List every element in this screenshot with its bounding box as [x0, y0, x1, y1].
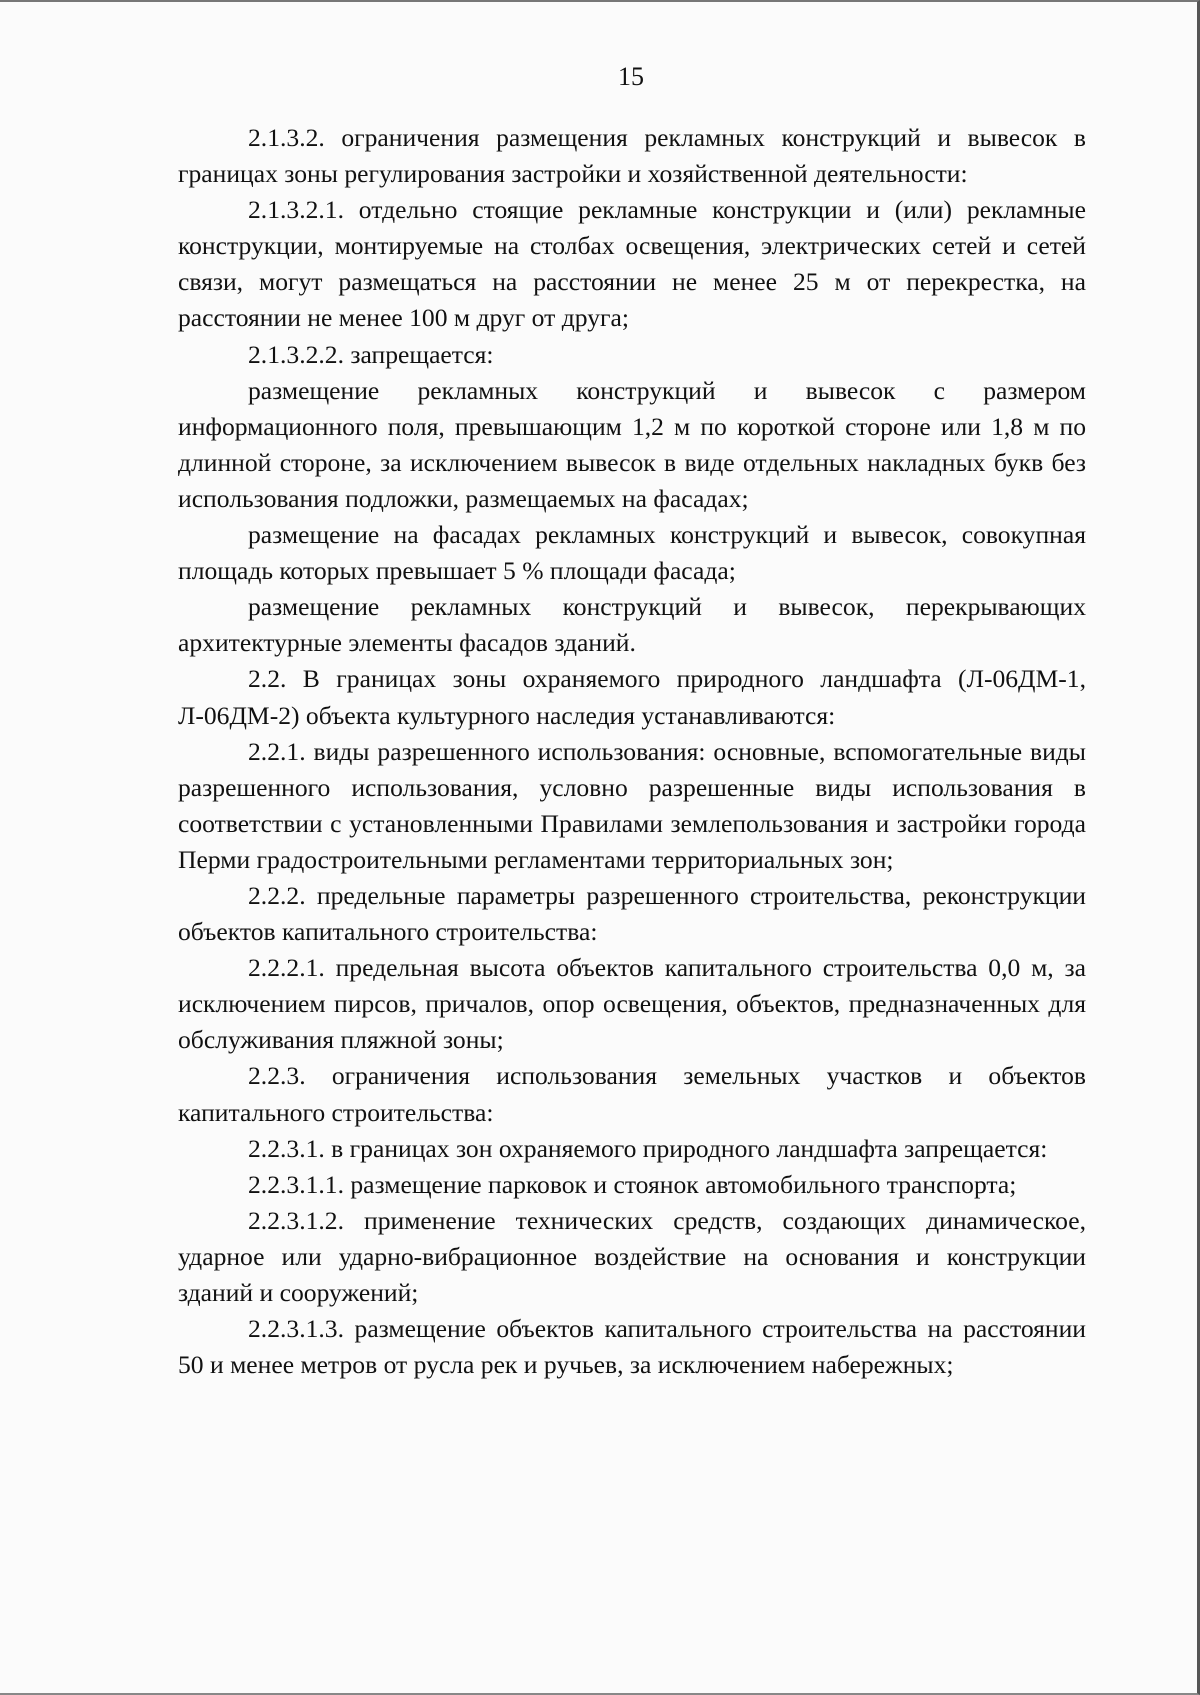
paragraph-2-2-3: 2.2.3. ограничения использования земельных участков и объектов капитального строительства: — [178, 1061, 1086, 1127]
paragraph-2-1-3-2-1: 2.1.3.2.1. отдельно стоящие рекламные конструкции и (или) рекламные конструкции, монтируемые на столбах освещения, электрических сетей и сетей связи, могут размещаться на расстоянии не менее 25 м от перекрестка, на расстоянии не менее 100 м друг от друга; — [178, 195, 1086, 333]
paragraph-2-2: 2.2. В границах зоны охраняемого природного ландшафта (Л-06ДМ-1, Л-06ДМ-2) объекта культурного наследия устанавливаются: — [178, 664, 1086, 730]
paragraph-prohibition-1: размещение рекламных конструкций и вывесок с размером информационного поля, превышающим 1,2 м по короткой стороне или 1,8 м по длинной стороне, за исключением вывесок в виде отдельных накладных букв без использования подложки, размещаемых на фасадах; — [178, 375, 1086, 513]
paragraph-2-2-2: 2.2.2. предельные параметры разрешенного строительства, реконструкции объектов капитального строительства: — [178, 880, 1086, 947]
paragraph-2-2-3-1-3: 2.2.3.1.3. размещение объектов капитального строительства на расстоянии 50 и менее метров от русла рек и ручьев, за исключением набережных; — [178, 1314, 1086, 1380]
paragraph-2-2-3-1-1: 2.2.3.1.1. размещение парковок и стоянок автомобильного транспорта; — [248, 1169, 1017, 1199]
paragraph-prohibition-3: размещение рекламных конструкций и вывесок, перекрывающих архитектурные элементы фасадов зданий. — [178, 592, 1086, 658]
document-body — [178, 120, 1086, 1383]
paragraph-prohibition-2: размещение на фасадах рекламных конструкций и вывесок, совокупная площадь которых превышает 5 % площади фасада; — [178, 520, 1086, 586]
paragraph-2-2-3-1-2: 2.2.3.1.2. применение технических средств, создающих динамическое, ударное или ударно-вибрационное воздействие на основания и конструкции зданий и сооружений; — [178, 1205, 1086, 1307]
paragraph-2-2-3-1: 2.2.3.1. в границах зон охраняемого природного ландшафта запрещается: — [248, 1133, 1048, 1163]
paragraph-2-1-3-2: 2.1.3.2. ограничения размещения рекламных конструкций и вывесок в границах зоны регулирования застройки и хозяйственной деятельности: — [178, 123, 1086, 189]
paragraph-2-2-1: 2.2.1. виды разрешенного использования: основные, вспомогательные виды разрешенного использования, условно разрешенные виды использования в соответствии с установленными Правилами землепользования и застройки города Перми градостроительными регламентами территориальных зон; — [178, 736, 1086, 874]
paragraph-2-1-3-2-2: 2.1.3.2.2. запрещается: — [248, 339, 494, 369]
page-number: 15 — [618, 62, 644, 91]
paragraph-2-2-2-1: 2.2.2.1. предельная высота объектов капитального строительства 0,0 м, за исключением пирсов, причалов, опор освещения, объектов, предназначенных для обслуживания пляжной зоны; — [178, 953, 1086, 1055]
